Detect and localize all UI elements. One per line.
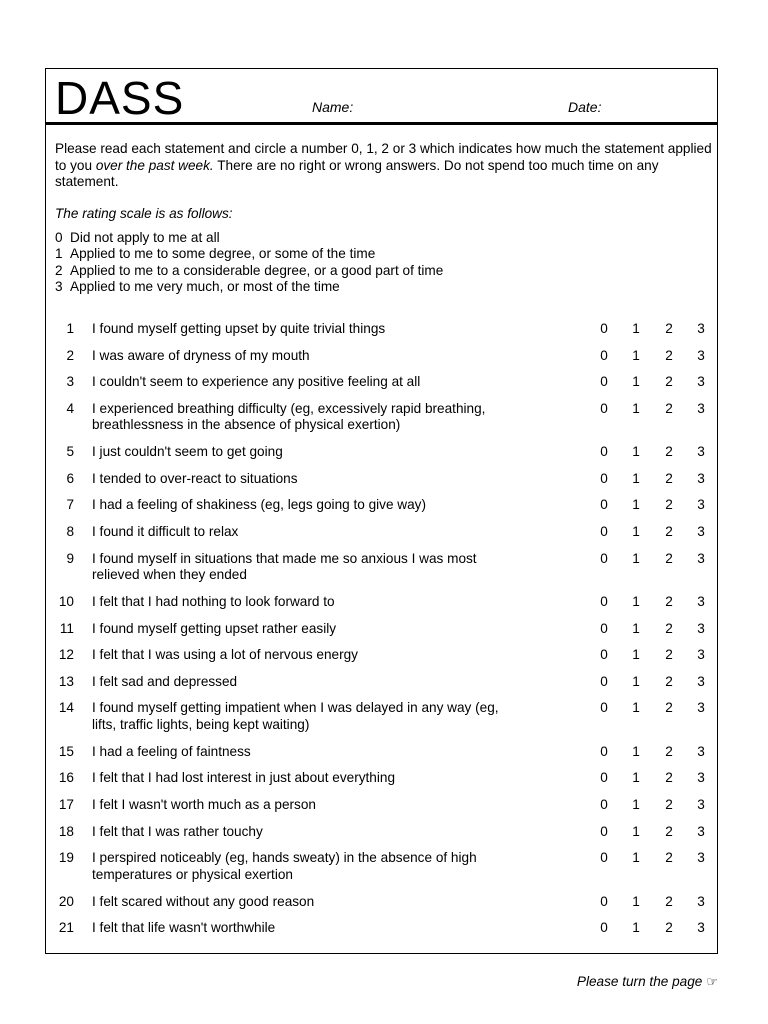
- question-number: 14: [58, 700, 74, 716]
- rating-option-0[interactable]: 0: [600, 743, 608, 759]
- rating-option-3[interactable]: 3: [697, 374, 705, 390]
- rating-option-3[interactable]: 3: [697, 647, 705, 663]
- rating-option-2[interactable]: 2: [665, 647, 673, 663]
- question-number: 17: [58, 797, 74, 812]
- question-text: I tended to over-react to situations: [92, 470, 298, 486]
- rating-option-1[interactable]: 1: [632, 524, 640, 539]
- rating-option-2[interactable]: 2: [665, 374, 673, 390]
- rating-option-0[interactable]: 0: [600, 524, 608, 539]
- rating-option-0[interactable]: 0: [600, 400, 608, 416]
- question-text: I just couldn't seem to get going: [92, 444, 283, 460]
- instructions-part2: There are no right or wrong answers. Do not spend too much time on any statement.: [55, 157, 659, 189]
- question-text: I had a feeling of faintness: [92, 743, 251, 759]
- rating-option-2[interactable]: 2: [665, 321, 673, 336]
- rating-option-1[interactable]: 1: [632, 594, 640, 609]
- question-number: 12: [58, 647, 74, 663]
- question-number: 21: [58, 920, 74, 936]
- rating-option-2[interactable]: 2: [665, 673, 673, 689]
- rating-option-0[interactable]: 0: [600, 770, 608, 786]
- question-number: 13: [58, 673, 74, 689]
- rating-scale-level: [55, 279, 443, 295]
- question-text: I had a feeling of shakiness (eg, legs going to give way): [92, 497, 427, 513]
- rating-option-3[interactable]: 3: [697, 620, 705, 636]
- instructions-paragraph: [55, 141, 715, 191]
- scale-level-value: 3: [55, 278, 63, 294]
- rating-option-1[interactable]: 1: [632, 823, 640, 839]
- question-text: I felt that I was rather touchy: [92, 823, 263, 839]
- question-text: I experienced breathing difficulty (eg, excessively rapid breathing, breathlessness in the absence of physical exertion): [92, 400, 486, 433]
- rating-option-3[interactable]: 3: [697, 470, 705, 486]
- question-number: 1: [66, 321, 74, 336]
- instructions-emphasis: over the past week.: [95, 157, 214, 173]
- footer-turn-page: [577, 974, 718, 990]
- rating-option-2[interactable]: 2: [665, 743, 673, 759]
- scale-level-text: Applied to me to a considerable degree, or a good part of time: [70, 262, 444, 278]
- rating-option-0[interactable]: 0: [600, 374, 608, 390]
- question-text: I found myself getting impatient when I was delayed in any way (eg, lifts, traffic lights, being kept waiting): [92, 700, 499, 732]
- scale-level-value: 0: [55, 230, 63, 245]
- rating-option-3[interactable]: 3: [697, 850, 705, 866]
- rating-option-2[interactable]: 2: [665, 823, 673, 839]
- rating-option-3[interactable]: 3: [697, 770, 705, 786]
- rating-option-0[interactable]: 0: [600, 347, 608, 363]
- rating-option-3[interactable]: 3: [697, 497, 705, 513]
- rating-option-0[interactable]: 0: [600, 647, 608, 663]
- rating-option-2[interactable]: 2: [665, 893, 673, 909]
- rating-option-3[interactable]: 3: [697, 743, 705, 759]
- scale-level-text: Did not apply to me at all: [70, 230, 220, 245]
- rating-option-0[interactable]: 0: [600, 620, 608, 636]
- rating-option-1[interactable]: 1: [632, 770, 640, 786]
- rating-option-3[interactable]: 3: [697, 594, 705, 609]
- form-title: DASS: [55, 72, 185, 124]
- rating-option-0[interactable]: 0: [600, 550, 608, 566]
- rating-option-0[interactable]: 0: [600, 444, 608, 460]
- rating-option-3[interactable]: 3: [697, 444, 705, 460]
- question-text: I felt that life wasn't worthwhile: [92, 920, 276, 936]
- rating-option-1[interactable]: 1: [632, 347, 640, 363]
- question-text: I perspired noticeably (eg, hands sweaty) in the absence of high temperatures or physical exertion: [92, 850, 477, 882]
- question-number: 20: [58, 893, 74, 909]
- rating-option-1[interactable]: 1: [632, 743, 640, 759]
- rating-option-1[interactable]: 1: [632, 550, 640, 566]
- rating-option-0[interactable]: 0: [600, 594, 608, 609]
- question-text: I found myself getting upset by quite trivial things: [92, 321, 386, 336]
- rating-option-3[interactable]: 3: [697, 400, 705, 416]
- rating-option-1[interactable]: 1: [632, 400, 640, 416]
- rating-option-0[interactable]: 0: [600, 700, 608, 716]
- rating-option-2[interactable]: 2: [665, 700, 673, 716]
- question-number: 11: [59, 620, 74, 636]
- question-number: 16: [58, 770, 74, 786]
- rating-option-1[interactable]: 1: [632, 700, 640, 716]
- rating-option-3[interactable]: 3: [697, 347, 705, 363]
- question-text: I found myself in situations that made me so anxious I was most relieved when they ended: [92, 550, 477, 583]
- rating-option-2[interactable]: 2: [665, 770, 673, 786]
- question-text: I couldn't seem to experience any positive feeling at all: [92, 374, 421, 390]
- question-number: 5: [66, 444, 74, 460]
- question-number: 9: [66, 550, 74, 566]
- rating-option-0[interactable]: 0: [600, 321, 608, 336]
- rating-option-2[interactable]: 2: [665, 850, 673, 866]
- question-number: 7: [66, 497, 74, 513]
- rating-option-3[interactable]: 3: [697, 920, 705, 936]
- question-number: 10: [58, 594, 74, 609]
- rating-option-2[interactable]: 2: [665, 620, 673, 636]
- rating-option-2[interactable]: 2: [665, 400, 673, 416]
- question-number: 2: [66, 347, 74, 363]
- question-text: I felt sad and depressed: [92, 673, 238, 689]
- name-field-label: Name:: [312, 99, 354, 115]
- rating-scale-list: [55, 230, 443, 295]
- rating-option-0[interactable]: 0: [600, 470, 608, 486]
- rating-option-2[interactable]: 2: [665, 347, 673, 363]
- question-text: I found myself getting upset rather easily: [92, 620, 337, 636]
- rating-option-1[interactable]: 1: [632, 497, 640, 513]
- date-field-label: Date:: [568, 99, 602, 115]
- rating-option-1[interactable]: 1: [632, 620, 640, 636]
- instructions-part1: Please read each statement and circle a number 0, 1, 2 or 3 which indicates how much the statement applied to you: [55, 141, 712, 173]
- rating-option-3[interactable]: 3: [697, 823, 705, 839]
- rating-option-2[interactable]: 2: [665, 594, 673, 609]
- dass-form: [45, 68, 718, 954]
- rating-option-1[interactable]: 1: [632, 673, 640, 689]
- rating-option-0[interactable]: 0: [600, 920, 608, 936]
- question-number: 19: [58, 850, 74, 866]
- question-text: I felt that I had nothing to look forward to: [92, 594, 335, 609]
- question-number: 8: [66, 524, 74, 539]
- rating-option-2[interactable]: 2: [665, 470, 673, 486]
- rating-option-3[interactable]: 3: [697, 797, 705, 812]
- rating-option-0[interactable]: 0: [600, 497, 608, 513]
- rating-option-2[interactable]: 2: [665, 444, 673, 460]
- scale-level-value: 1: [55, 246, 63, 262]
- question-text: I felt scared without any good reason: [92, 893, 315, 909]
- rating-option-1[interactable]: 1: [632, 374, 640, 390]
- rating-option-0[interactable]: 0: [600, 850, 608, 866]
- question-number: 6: [66, 470, 74, 486]
- rating-option-2[interactable]: 2: [665, 497, 673, 513]
- rating-option-0[interactable]: 0: [600, 797, 608, 812]
- question-text: I found it difficult to relax: [92, 524, 239, 539]
- rating-option-3[interactable]: 3: [697, 550, 705, 566]
- question-number: 15: [58, 743, 74, 759]
- rating-option-1[interactable]: 1: [632, 920, 640, 936]
- rating-option-3[interactable]: 3: [697, 321, 705, 336]
- rating-option-3[interactable]: 3: [697, 700, 705, 716]
- rating-option-1[interactable]: 1: [632, 444, 640, 460]
- footer-text: Please turn the page: [576, 974, 703, 989]
- rating-option-1[interactable]: 1: [632, 850, 640, 866]
- rating-option-1[interactable]: 1: [632, 321, 640, 336]
- question-text: I felt that I was using a lot of nervous energy: [92, 647, 358, 663]
- rating-scale-level: [55, 263, 443, 279]
- rating-scale-heading: The rating scale is as follows:: [55, 206, 233, 221]
- rating-option-1[interactable]: 1: [632, 470, 640, 486]
- rating-option-1[interactable]: 1: [632, 797, 640, 812]
- rating-option-2[interactable]: 2: [665, 920, 673, 936]
- question-text: I was aware of dryness of my mouth: [92, 347, 310, 363]
- rating-option-2[interactable]: 2: [665, 550, 673, 566]
- question-text: I felt I wasn't worth much as a person: [92, 797, 316, 812]
- rating-option-1[interactable]: 1: [632, 893, 640, 909]
- rating-option-0[interactable]: 0: [600, 673, 608, 689]
- rating-option-3[interactable]: 3: [697, 673, 705, 689]
- question-number: 4: [66, 400, 74, 416]
- scale-level-text: Applied to me very much, or most of the time: [70, 278, 340, 294]
- rating-option-2[interactable]: 2: [665, 797, 673, 812]
- question-number: 18: [58, 823, 74, 839]
- rating-option-2[interactable]: 2: [665, 524, 673, 539]
- question-number: 3: [66, 374, 74, 390]
- pointing-hand-icon: ☞: [706, 974, 718, 989]
- rating-option-0[interactable]: 0: [600, 893, 608, 909]
- form-header: [46, 69, 717, 125]
- rating-option-0[interactable]: 0: [600, 823, 608, 839]
- scale-level-value: 2: [55, 262, 63, 278]
- rating-scale-level: [55, 246, 443, 262]
- scale-level-text: Applied to me to some degree, or some of the time: [70, 246, 376, 262]
- rating-option-3[interactable]: 3: [697, 524, 705, 539]
- question-text: I felt that I had lost interest in just about everything: [92, 770, 396, 786]
- rating-option-1[interactable]: 1: [632, 647, 640, 663]
- rating-option-3[interactable]: 3: [697, 893, 705, 909]
- rating-scale-level: [55, 230, 443, 246]
